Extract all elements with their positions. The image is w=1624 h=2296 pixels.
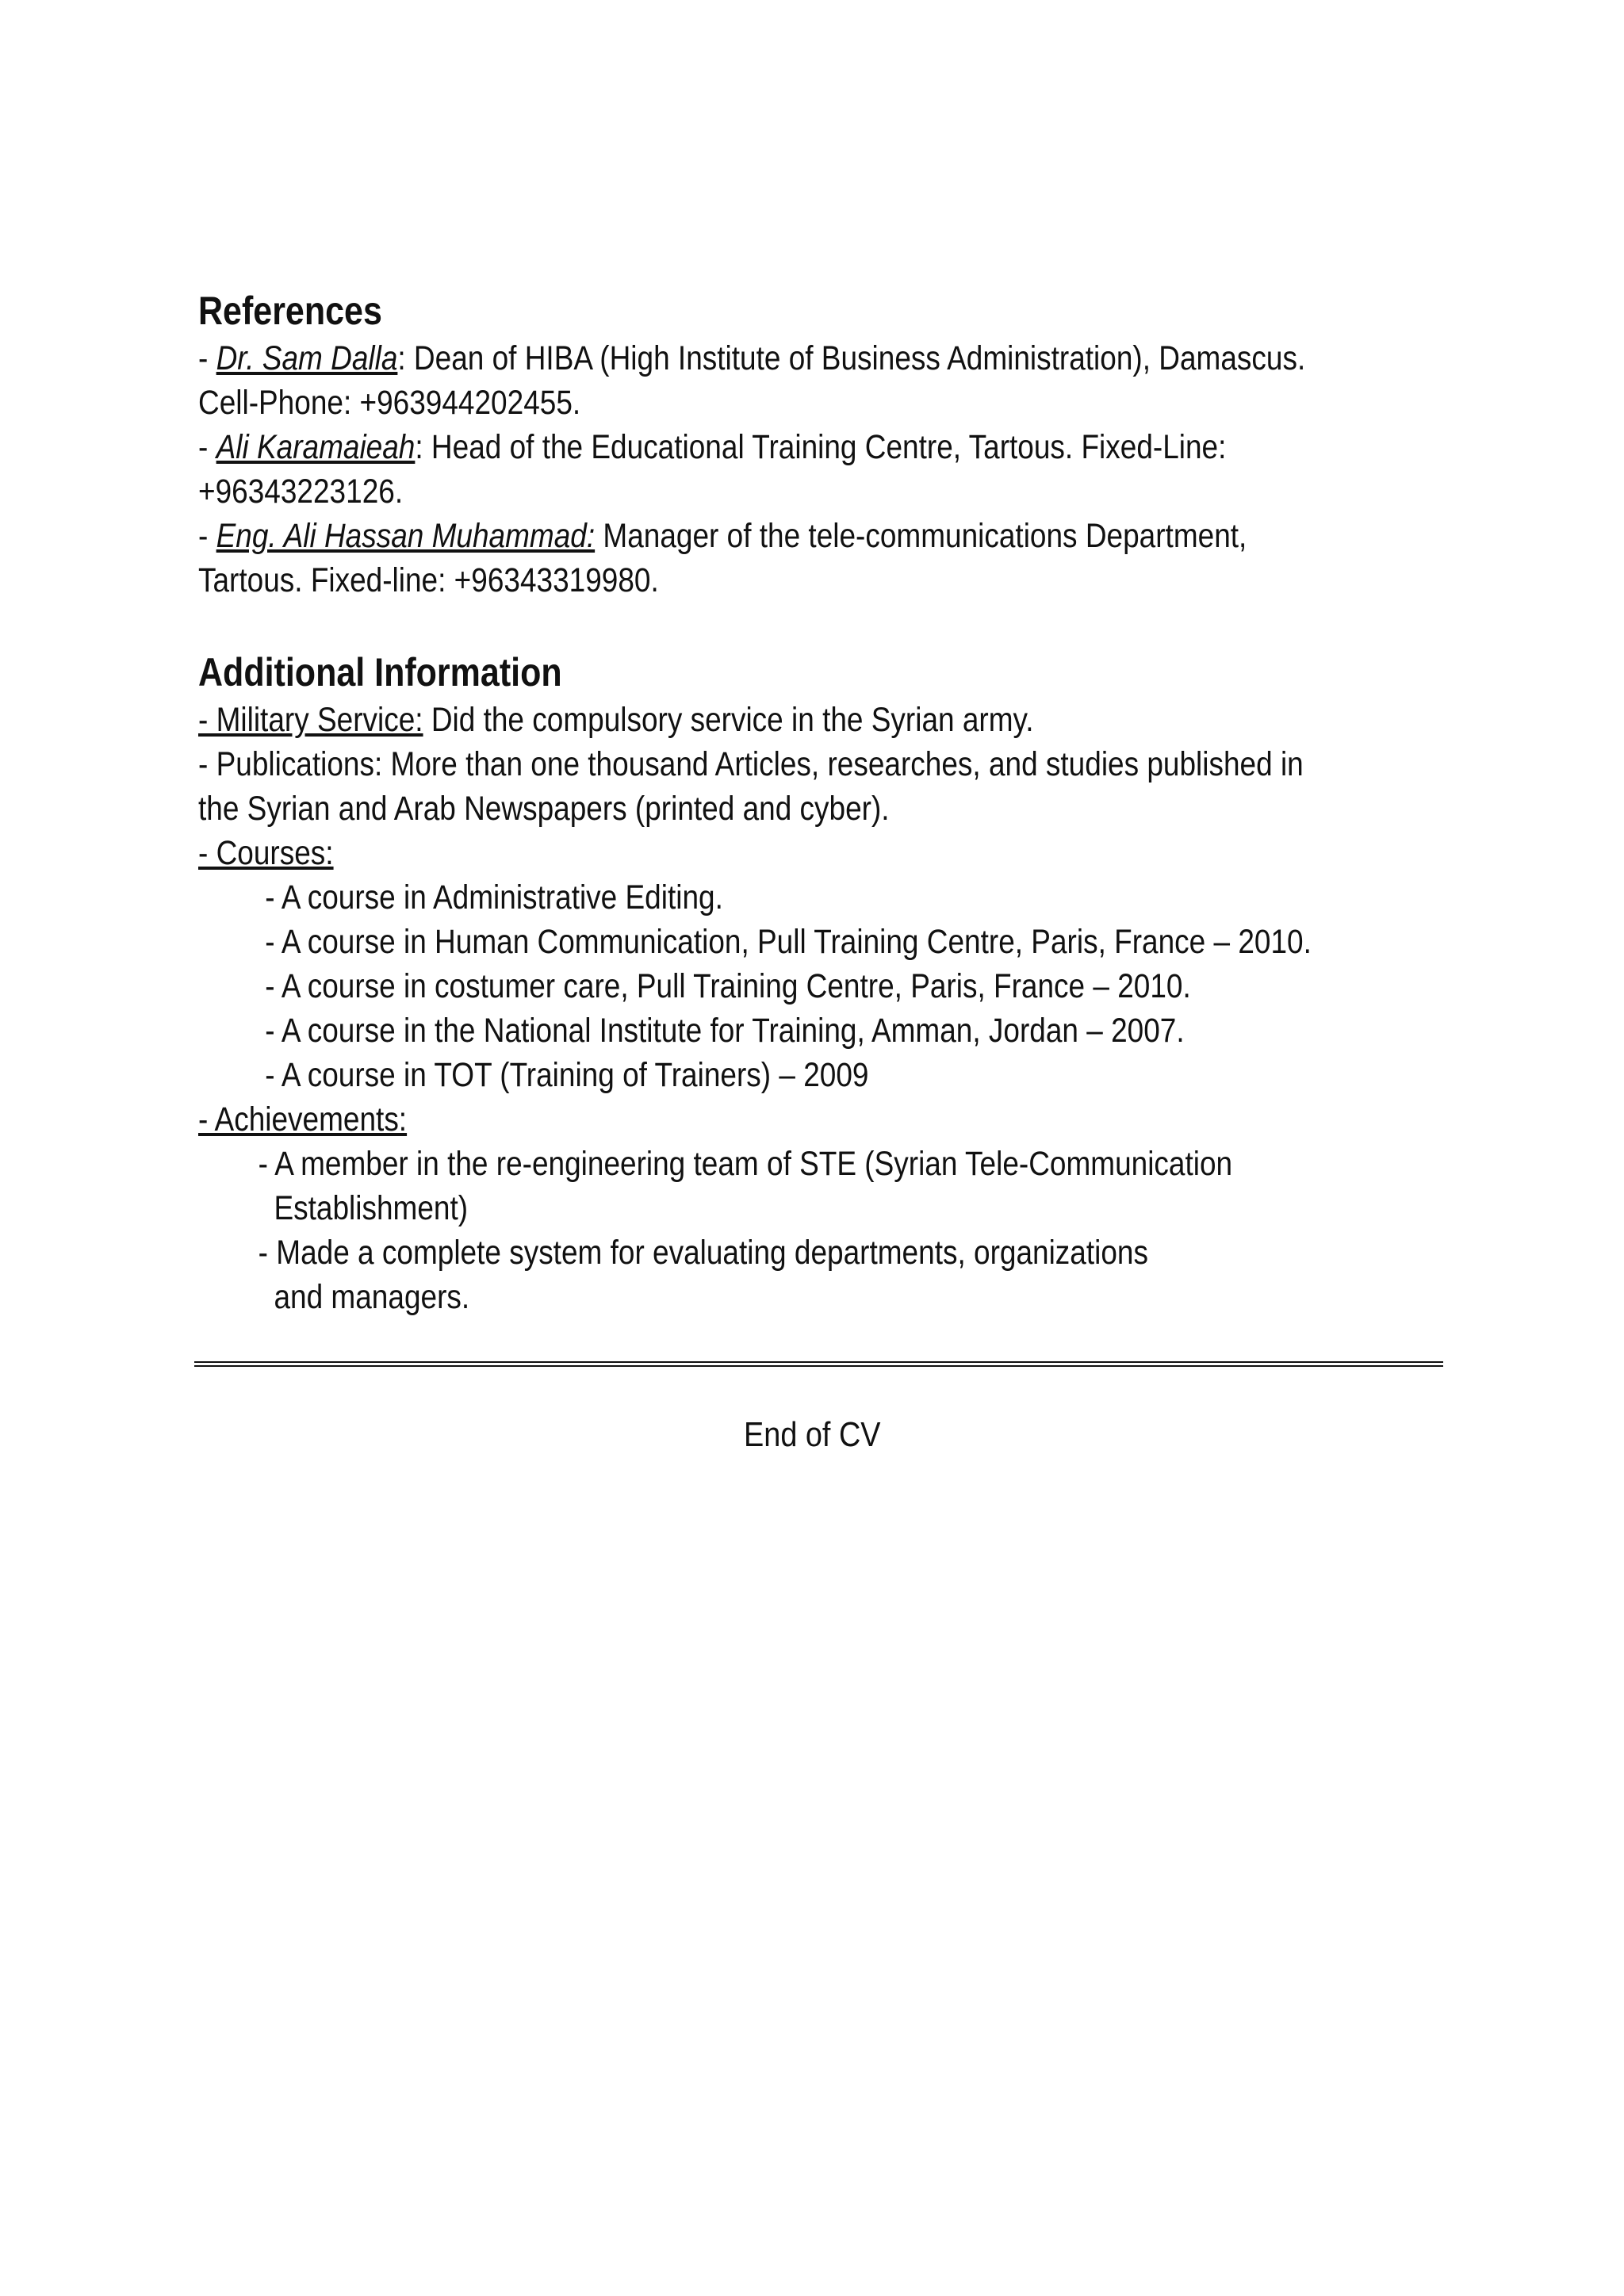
achievements-label: - Achievements: xyxy=(198,1100,408,1138)
section-spacer xyxy=(198,603,1262,647)
reference-item: - Ali Karamaieah: Head of the Educational Training Centre, Tartous. Fixed-Line: xyxy=(198,428,1227,466)
additional-information-heading: Additional Information xyxy=(198,650,562,695)
reference-name: Dr. Sam Dalla xyxy=(216,339,398,377)
course-item: - A course in Administrative Editing. xyxy=(265,878,723,916)
achievement-item-continued: Establishment) xyxy=(274,1189,469,1227)
reference-name: Ali Karamaieah xyxy=(216,428,416,466)
military-service: - Military Service: Did the compulsory service in the Syrian army. xyxy=(198,701,1034,739)
reference-contact: +96343223126. xyxy=(198,473,404,511)
achievement-item: - A member in the re-engineering team of STE (Syrian Tele-Communication xyxy=(258,1145,1233,1183)
reference-item: - Eng. Ali Hassan Muhammad: Manager of the tele-communications Department, xyxy=(198,517,1247,555)
achievement-item-continued: and managers. xyxy=(274,1278,470,1316)
publications-line: - Publications: More than one thousand Articles, researches, and studies published in xyxy=(198,745,1304,783)
course-item: - A course in costumer care, Pull Training Centre, Paris, France – 2010. xyxy=(265,967,1191,1005)
courses-label: - Courses: xyxy=(198,834,334,872)
reference-name: Eng. Ali Hassan Muhammad: xyxy=(216,517,596,555)
end-of-cv xyxy=(0,1413,1624,1457)
achievement-item: - Made a complete system for evaluating departments, organizations xyxy=(258,1234,1148,1272)
course-item: - A course in TOT (Training of Trainers) – 2009 xyxy=(265,1056,869,1094)
end-of-cv-text: End of CV xyxy=(743,1415,881,1454)
military-service-label: - Military Service: xyxy=(198,701,423,739)
double-rule-divider xyxy=(194,1361,1443,1367)
publications-line: the Syrian and Arab Newspapers (printed and cyber). xyxy=(198,790,890,828)
reference-item: - Dr. Sam Dalla: Dean of HIBA (High Institute of Business Administration), Damascus. xyxy=(198,339,1306,377)
reference-contact: Cell-Phone: +963944202455. xyxy=(198,384,581,422)
cv-page xyxy=(198,285,1312,1319)
course-item: - A course in the National Institute for Training, Amman, Jordan – 2007. xyxy=(265,1012,1185,1050)
references-heading: References xyxy=(198,289,382,333)
reference-contact: Tartous. Fixed-line: +96343319980. xyxy=(198,561,659,599)
course-item: - A course in Human Communication, Pull Training Centre, Paris, France – 2010. xyxy=(265,923,1312,961)
